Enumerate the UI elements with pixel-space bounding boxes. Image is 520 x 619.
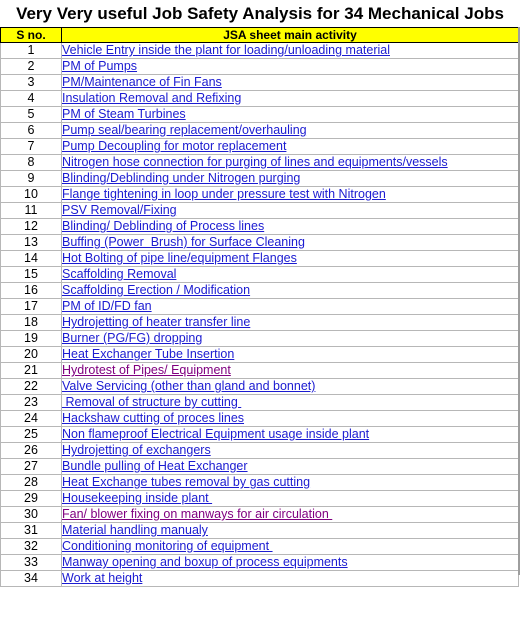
activity-cell — [62, 331, 519, 347]
jsa-sheet-link[interactable]: Work at height — [62, 571, 143, 585]
row-number: 6 — [1, 123, 62, 139]
activity-cell — [62, 459, 519, 475]
row-number: 32 — [1, 539, 62, 555]
table-header-row — [1, 28, 519, 43]
table-row — [1, 379, 519, 395]
activity-cell — [62, 59, 519, 75]
jsa-sheet-link[interactable]: Burner (PG/FG) dropping — [62, 331, 203, 345]
jsa-sheet-link[interactable]: Blinding/Deblinding under Nitrogen purging — [62, 171, 301, 185]
row-number: 5 — [1, 107, 62, 123]
row-number: 21 — [1, 363, 62, 379]
table-row — [1, 91, 519, 107]
table-row — [1, 283, 519, 299]
row-number: 31 — [1, 523, 62, 539]
activity-cell — [62, 203, 519, 219]
activity-cell — [62, 315, 519, 331]
table-row — [1, 427, 519, 443]
jsa-sheet-link[interactable]: Fan/ blower fixing on manways for air circulation — [62, 507, 333, 521]
row-number: 17 — [1, 299, 62, 315]
table-row — [1, 251, 519, 267]
table-row — [1, 363, 519, 379]
table-row — [1, 75, 519, 91]
jsa-sheet-link[interactable]: Nitrogen hose connection for purging of lines and equipments/vessels — [62, 155, 448, 169]
activity-cell — [62, 235, 519, 251]
activity-cell — [62, 219, 519, 235]
row-number: 27 — [1, 459, 62, 475]
jsa-sheet-link[interactable]: Scaffolding Removal — [62, 267, 177, 281]
activity-cell — [62, 155, 519, 171]
row-number: 19 — [1, 331, 62, 347]
row-number: 16 — [1, 283, 62, 299]
jsa-sheet-link[interactable]: Flange tightening in loop under pressure test with Nitrogen — [62, 187, 386, 201]
header-activity: JSA sheet main activity — [62, 28, 519, 43]
table-row — [1, 107, 519, 123]
jsa-table-body — [1, 28, 519, 587]
row-number: 14 — [1, 251, 62, 267]
row-number: 29 — [1, 491, 62, 507]
table-row — [1, 315, 519, 331]
activity-cell — [62, 475, 519, 491]
activity-cell — [62, 75, 519, 91]
jsa-sheet-link[interactable]: Manway opening and boxup of process equipments — [62, 555, 348, 569]
activity-cell — [62, 267, 519, 283]
table-row — [1, 123, 519, 139]
jsa-sheet-link[interactable]: Heat Exchange tubes removal by gas cutting — [62, 475, 311, 489]
table-row — [1, 267, 519, 283]
row-number: 30 — [1, 507, 62, 523]
jsa-sheet-link[interactable]: PM of ID/FD fan — [62, 299, 152, 313]
jsa-sheet-link[interactable]: Scaffolding Erection / Modification — [62, 283, 251, 297]
jsa-sheet-link[interactable]: Heat Exchanger Tube Insertion — [62, 347, 235, 361]
activity-cell — [62, 43, 519, 59]
activity-cell — [62, 347, 519, 363]
row-number: 2 — [1, 59, 62, 75]
activity-cell — [62, 123, 519, 139]
row-number: 9 — [1, 171, 62, 187]
jsa-sheet-link[interactable]: Housekeeping inside plant — [62, 491, 213, 505]
activity-cell — [62, 571, 519, 587]
activity-cell — [62, 187, 519, 203]
row-number: 15 — [1, 267, 62, 283]
activity-cell — [62, 139, 519, 155]
table-row — [1, 507, 519, 523]
activity-cell — [62, 443, 519, 459]
activity-cell — [62, 507, 519, 523]
jsa-table — [0, 27, 519, 587]
jsa-sheet-link[interactable]: Hydrotest of Pipes/ Equipment — [62, 363, 231, 377]
table-row — [1, 539, 519, 555]
table-row — [1, 219, 519, 235]
activity-cell — [62, 91, 519, 107]
activity-cell — [62, 379, 519, 395]
table-row — [1, 171, 519, 187]
row-number: 11 — [1, 203, 62, 219]
jsa-sheet-link[interactable]: Buffing (Power Brush) for Surface Cleaning — [62, 235, 305, 249]
activity-cell — [62, 395, 519, 411]
activity-cell — [62, 283, 519, 299]
row-number: 23 — [1, 395, 62, 411]
jsa-sheet-link[interactable]: PM of Steam Turbines — [62, 107, 186, 121]
table-row — [1, 523, 519, 539]
table-row — [1, 139, 519, 155]
table-row — [1, 235, 519, 251]
table-row — [1, 491, 519, 507]
table-row — [1, 411, 519, 427]
activity-cell — [62, 427, 519, 443]
table-row — [1, 331, 519, 347]
activity-cell — [62, 411, 519, 427]
activity-cell — [62, 107, 519, 123]
row-number: 1 — [1, 43, 62, 59]
table-row — [1, 475, 519, 491]
jsa-sheet-link[interactable]: Vehicle Entry inside the plant for loading/unloading material — [62, 43, 390, 57]
jsa-sheet-link[interactable]: Hackshaw cutting of proces lines — [62, 411, 245, 425]
row-number: 7 — [1, 139, 62, 155]
activity-cell — [62, 251, 519, 267]
table-row — [1, 347, 519, 363]
row-number: 4 — [1, 91, 62, 107]
row-number: 34 — [1, 571, 62, 587]
table-row — [1, 395, 519, 411]
jsa-sheet-link[interactable]: Conditioning monitoring of equipment — [62, 539, 273, 553]
table-row — [1, 59, 519, 75]
page-title: Very Very useful Job Safety Analysis for 34 Mechanical Jobs — [0, 0, 520, 28]
row-number: 22 — [1, 379, 62, 395]
table-row — [1, 299, 519, 315]
activity-cell — [62, 539, 519, 555]
activity-cell — [62, 299, 519, 315]
table-row — [1, 443, 519, 459]
activity-cell — [62, 363, 519, 379]
jsa-sheet-link[interactable]: Hot Bolting of pipe line/equipment Flanges — [62, 251, 297, 265]
activity-cell — [62, 171, 519, 187]
row-number: 28 — [1, 475, 62, 491]
jsa-sheet-link[interactable]: PM of Pumps — [62, 59, 138, 73]
activity-cell — [62, 523, 519, 539]
row-number: 3 — [1, 75, 62, 91]
row-number: 26 — [1, 443, 62, 459]
jsa-sheet-link[interactable]: Pump seal/bearing replacement/overhauling — [62, 123, 307, 137]
jsa-sheet-link[interactable]: Blinding/ Deblinding of Process lines — [62, 219, 265, 233]
table-row — [1, 555, 519, 571]
table-row — [1, 203, 519, 219]
jsa-sheet-link[interactable]: PM/Maintenance of Fin Fans — [62, 75, 222, 89]
row-number: 18 — [1, 315, 62, 331]
jsa-sheet-link[interactable]: Valve Servicing (other than gland and bonnet) — [62, 379, 316, 393]
jsa-sheet-link[interactable]: Pump Decoupling for motor replacement — [62, 139, 287, 153]
activity-cell — [62, 555, 519, 571]
row-number: 33 — [1, 555, 62, 571]
table-row — [1, 571, 519, 587]
row-number: 12 — [1, 219, 62, 235]
jsa-sheet-link[interactable]: Hydrojetting of exchangers — [62, 443, 211, 457]
header-sno: S no. — [1, 28, 62, 43]
row-number: 8 — [1, 155, 62, 171]
jsa-sheet-link[interactable]: Insulation Removal and Refixing — [62, 91, 242, 105]
table-row — [1, 43, 519, 59]
jsa-sheet-link[interactable]: Removal of structure by cutting — [62, 395, 242, 409]
jsa-sheet-link[interactable]: Non flameproof Electrical Equipment usage inside plant — [62, 427, 370, 441]
jsa-sheet-link[interactable]: Bundle pulling of Heat Exchanger — [62, 459, 248, 473]
row-number: 25 — [1, 427, 62, 443]
row-number: 13 — [1, 235, 62, 251]
jsa-sheet-link[interactable]: Hydrojetting of heater transfer line — [62, 315, 251, 329]
jsa-sheet-link[interactable]: PSV Removal/Fixing — [62, 203, 177, 217]
activity-cell — [62, 491, 519, 507]
row-number: 20 — [1, 347, 62, 363]
row-number: 24 — [1, 411, 62, 427]
jsa-sheet-link[interactable]: Material handling manualy — [62, 523, 208, 537]
table-row — [1, 459, 519, 475]
row-number: 10 — [1, 187, 62, 203]
table-row — [1, 155, 519, 171]
table-row — [1, 187, 519, 203]
